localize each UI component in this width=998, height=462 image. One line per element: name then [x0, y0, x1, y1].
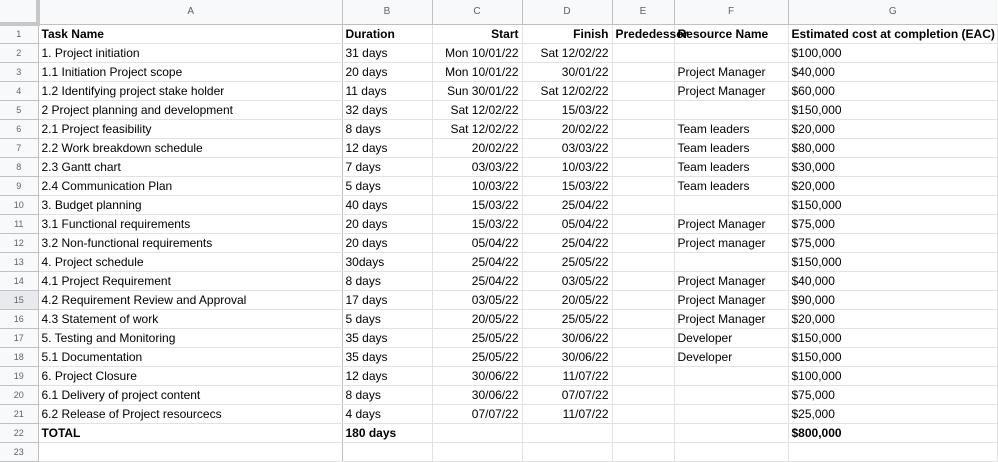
table-row: [0, 176, 997, 195]
row-header[interactable]: 18: [0, 347, 38, 366]
cell-task-name[interactable]: 5.1 Documentation: [38, 347, 342, 366]
cell-finish[interactable]: 20/05/22: [522, 290, 612, 309]
table-row: [0, 214, 997, 233]
cell-start[interactable]: Sun 30/01/22: [432, 81, 522, 100]
table-row: [0, 119, 997, 138]
column-header-f[interactable]: F: [674, 0, 788, 24]
cell-duration[interactable]: 5 days: [342, 309, 432, 328]
cell-predecessor[interactable]: [612, 43, 674, 62]
cell-predecessor[interactable]: [612, 252, 674, 271]
table-row: [0, 81, 997, 100]
cell-start[interactable]: 25/05/22: [432, 328, 522, 347]
cell-predecessor[interactable]: [612, 62, 674, 81]
cell-resource-name[interactable]: Team leaders: [674, 119, 788, 138]
cell-predecessor[interactable]: [612, 100, 674, 119]
cell-start[interactable]: Mon 10/01/22: [432, 43, 522, 62]
table-row: [0, 290, 997, 309]
cell-task-name[interactable]: TOTAL: [38, 423, 342, 442]
cell-duration[interactable]: 35 days: [342, 328, 432, 347]
column-header-e[interactable]: E: [612, 0, 674, 24]
cell-eac[interactable]: Estimated cost at completion (EAC): [788, 24, 997, 43]
cell-eac[interactable]: $150,000: [788, 100, 997, 119]
cell-duration[interactable]: 20 days: [342, 233, 432, 252]
cell-predecessor[interactable]: [612, 328, 674, 347]
table-row: [0, 442, 997, 461]
select-all-corner[interactable]: [0, 0, 38, 24]
row-header[interactable]: 10: [0, 195, 38, 214]
row-header[interactable]: 4: [0, 81, 38, 100]
cell-eac[interactable]: $20,000: [788, 119, 997, 138]
column-header-d[interactable]: D: [522, 0, 612, 24]
table-row: [0, 100, 997, 119]
row-header[interactable]: 21: [0, 404, 38, 423]
cell-resource-name[interactable]: Project Manager: [674, 309, 788, 328]
row-header[interactable]: 8: [0, 157, 38, 176]
cell-resource-name[interactable]: [674, 442, 788, 461]
cell-duration[interactable]: [342, 442, 432, 461]
cell-duration[interactable]: 30days: [342, 252, 432, 271]
cell-start[interactable]: 10/03/22: [432, 176, 522, 195]
cell-task-name[interactable]: 2.3 Gantt chart: [38, 157, 342, 176]
cell-task-name[interactable]: 6. Project Closure: [38, 366, 342, 385]
cell-task-name[interactable]: 4.3 Statement of work: [38, 309, 342, 328]
cell-duration[interactable]: 32 days: [342, 100, 432, 119]
cell-predecessor[interactable]: [612, 176, 674, 195]
cell-resource-name[interactable]: Project Manager: [674, 214, 788, 233]
table-row: [0, 43, 997, 62]
cell-finish[interactable]: 15/03/22: [522, 100, 612, 119]
cell-eac[interactable]: $60,000: [788, 81, 997, 100]
table-row: [0, 404, 997, 423]
cell-task-name[interactable]: 2.1 Project feasibility: [38, 119, 342, 138]
cell-finish[interactable]: Sat 12/02/22: [522, 81, 612, 100]
column-header-g[interactable]: G: [788, 0, 997, 24]
cell-finish[interactable]: 25/05/22: [522, 309, 612, 328]
cell-duration[interactable]: 7 days: [342, 157, 432, 176]
cell-start[interactable]: 15/03/22: [432, 195, 522, 214]
cell-resource-name[interactable]: Team leaders: [674, 138, 788, 157]
row-header[interactable]: 7: [0, 138, 38, 157]
cell-finish[interactable]: 25/04/22: [522, 195, 612, 214]
cell-predecessor[interactable]: [612, 385, 674, 404]
cell-finish[interactable]: 11/07/22: [522, 404, 612, 423]
cell-finish[interactable]: 30/06/22: [522, 347, 612, 366]
row-header[interactable]: 15: [0, 290, 38, 309]
cell-predecessor[interactable]: Prededessor: [612, 24, 674, 43]
cell-resource-name[interactable]: Project Manager: [674, 290, 788, 309]
table-row: [0, 138, 997, 157]
cell-resource-name[interactable]: [674, 252, 788, 271]
cell-duration[interactable]: 40 days: [342, 195, 432, 214]
cell-eac[interactable]: $75,000: [788, 233, 997, 252]
row-header[interactable]: 11: [0, 214, 38, 233]
cell-predecessor[interactable]: [612, 195, 674, 214]
cell-resource-name[interactable]: Resource Name: [674, 24, 788, 43]
cell-start[interactable]: 15/03/22: [432, 214, 522, 233]
cell-predecessor[interactable]: [612, 233, 674, 252]
cell-task-name[interactable]: 2 Project planning and development: [38, 100, 342, 119]
cell-start[interactable]: 07/07/22: [432, 404, 522, 423]
table-row: [0, 366, 997, 385]
cell-finish[interactable]: [522, 442, 612, 461]
table-row: [0, 195, 997, 214]
cell-resource-name[interactable]: Developer: [674, 328, 788, 347]
cell-predecessor[interactable]: [612, 214, 674, 233]
cell-eac[interactable]: $40,000: [788, 62, 997, 81]
cell-task-name[interactable]: 1. Project initiation: [38, 43, 342, 62]
cell-finish[interactable]: 20/02/22: [522, 119, 612, 138]
cell-eac[interactable]: $20,000: [788, 176, 997, 195]
cell-resource-name[interactable]: [674, 195, 788, 214]
cell-finish[interactable]: 15/03/22: [522, 176, 612, 195]
cell-start[interactable]: 03/05/22: [432, 290, 522, 309]
cell-duration[interactable]: 20 days: [342, 62, 432, 81]
cell-predecessor[interactable]: [612, 347, 674, 366]
cell-eac[interactable]: $800,000: [788, 423, 997, 442]
cell-task-name[interactable]: 2.4 Communication Plan: [38, 176, 342, 195]
cell-task-name[interactable]: 3.1 Functional requirements: [38, 214, 342, 233]
cell-eac[interactable]: $100,000: [788, 43, 997, 62]
cell-task-name[interactable]: 4.1 Project Requirement: [38, 271, 342, 290]
cell-start[interactable]: 25/04/22: [432, 252, 522, 271]
cell-resource-name[interactable]: [674, 385, 788, 404]
cell-finish[interactable]: 30/01/22: [522, 62, 612, 81]
cell-task-name[interactable]: 1.2 Identifying project stake holder: [38, 81, 342, 100]
cell-eac[interactable]: $150,000: [788, 252, 997, 271]
row-header[interactable]: 20: [0, 385, 38, 404]
cell-duration[interactable]: 8 days: [342, 385, 432, 404]
cell-start[interactable]: 20/05/22: [432, 309, 522, 328]
cell-resource-name[interactable]: [674, 423, 788, 442]
cell-eac[interactable]: $75,000: [788, 214, 997, 233]
row-header[interactable]: 17: [0, 328, 38, 347]
cell-predecessor[interactable]: [612, 119, 674, 138]
cell-resource-name[interactable]: Team leaders: [674, 176, 788, 195]
cell-resource-name[interactable]: Project Manager: [674, 62, 788, 81]
cell-duration[interactable]: 20 days: [342, 214, 432, 233]
cell-task-name[interactable]: Task Name: [38, 24, 342, 43]
cell-finish[interactable]: 03/03/22: [522, 138, 612, 157]
cell-duration[interactable]: 8 days: [342, 271, 432, 290]
column-header-c[interactable]: C: [432, 0, 522, 24]
cell-predecessor[interactable]: [612, 423, 674, 442]
cell-start[interactable]: [432, 423, 522, 442]
cell-duration[interactable]: 35 days: [342, 347, 432, 366]
table-row: [0, 309, 997, 328]
row-header[interactable]: 9: [0, 176, 38, 195]
cell-resource-name[interactable]: Project manager: [674, 233, 788, 252]
cell-eac[interactable]: $75,000: [788, 385, 997, 404]
cell-task-name[interactable]: 3. Budget planning: [38, 195, 342, 214]
table-row: [0, 157, 997, 176]
cell-resource-name[interactable]: Project Manager: [674, 271, 788, 290]
cell-duration[interactable]: 180 days: [342, 423, 432, 442]
cell-eac[interactable]: [788, 442, 997, 461]
cell-eac[interactable]: $40,000: [788, 271, 997, 290]
cell-resource-name[interactable]: [674, 100, 788, 119]
cell-duration[interactable]: 12 days: [342, 138, 432, 157]
cell-resource-name[interactable]: Developer: [674, 347, 788, 366]
row-header[interactable]: 5: [0, 100, 38, 119]
cell-task-name[interactable]: [38, 442, 342, 461]
cell-eac[interactable]: $20,000: [788, 309, 997, 328]
cell-finish[interactable]: 11/07/22: [522, 366, 612, 385]
cell-task-name[interactable]: 2.2 Work breakdown schedule: [38, 138, 342, 157]
cell-finish[interactable]: 05/04/22: [522, 214, 612, 233]
cell-task-name[interactable]: 3.2 Non-functional requirements: [38, 233, 342, 252]
table-row: [0, 62, 997, 81]
cell-duration[interactable]: Duration: [342, 24, 432, 43]
cell-start[interactable]: 30/06/22: [432, 366, 522, 385]
cell-finish[interactable]: Finish: [522, 24, 612, 43]
table-row: [0, 252, 997, 271]
cell-eac[interactable]: $30,000: [788, 157, 997, 176]
cell-duration[interactable]: 8 days: [342, 119, 432, 138]
cell-predecessor[interactable]: [612, 404, 674, 423]
row-header[interactable]: 14: [0, 271, 38, 290]
table-row: [0, 347, 997, 366]
cell-predecessor[interactable]: [612, 81, 674, 100]
table-row: [0, 24, 997, 43]
table-row: [0, 385, 997, 404]
cell-finish[interactable]: 07/07/22: [522, 385, 612, 404]
cell-predecessor[interactable]: [612, 366, 674, 385]
cell-start[interactable]: 30/06/22: [432, 385, 522, 404]
cell-task-name[interactable]: 4.2 Requirement Review and Approval: [38, 290, 342, 309]
cell-eac[interactable]: $150,000: [788, 328, 997, 347]
row-header[interactable]: 6: [0, 119, 38, 138]
cell-eac[interactable]: $80,000: [788, 138, 997, 157]
cell-finish[interactable]: [522, 423, 612, 442]
cell-task-name[interactable]: 1.1 Initiation Project scope: [38, 62, 342, 81]
cell-duration[interactable]: 4 days: [342, 404, 432, 423]
table-row: [0, 328, 997, 347]
cell-finish[interactable]: 30/06/22: [522, 328, 612, 347]
cell-start[interactable]: 25/04/22: [432, 271, 522, 290]
cell-start[interactable]: 20/02/22: [432, 138, 522, 157]
cell-finish[interactable]: Sat 12/02/22: [522, 43, 612, 62]
cell-resource-name[interactable]: [674, 366, 788, 385]
cell-predecessor[interactable]: [612, 138, 674, 157]
table-row: [0, 423, 997, 442]
row-header[interactable]: 1: [0, 24, 38, 43]
cell-start[interactable]: Start: [432, 24, 522, 43]
cell-finish[interactable]: 25/05/22: [522, 252, 612, 271]
cell-predecessor[interactable]: [612, 271, 674, 290]
row-header[interactable]: 3: [0, 62, 38, 81]
cell-predecessor[interactable]: [612, 442, 674, 461]
cell-finish[interactable]: 10/03/22: [522, 157, 612, 176]
cell-task-name[interactable]: 6.2 Release of Project resourcecs: [38, 404, 342, 423]
cell-eac[interactable]: $25,000: [788, 404, 997, 423]
row-header[interactable]: 22: [0, 423, 38, 442]
grid-body: [0, 24, 997, 461]
row-header[interactable]: 13: [0, 252, 38, 271]
row-header[interactable]: 23: [0, 442, 38, 461]
row-header[interactable]: 12: [0, 233, 38, 252]
table-row: [0, 271, 997, 290]
table-row: [0, 233, 997, 252]
cell-eac[interactable]: $100,000: [788, 366, 997, 385]
cell-duration[interactable]: 11 days: [342, 81, 432, 100]
cell-resource-name[interactable]: Project Manager: [674, 81, 788, 100]
cell-task-name[interactable]: 4. Project schedule: [38, 252, 342, 271]
row-header[interactable]: 16: [0, 309, 38, 328]
cell-duration[interactable]: 12 days: [342, 366, 432, 385]
cell-resource-name[interactable]: Team leaders: [674, 157, 788, 176]
cell-predecessor[interactable]: [612, 157, 674, 176]
column-header-row: [0, 0, 997, 24]
cell-start[interactable]: Mon 10/01/22: [432, 62, 522, 81]
row-header[interactable]: 2: [0, 43, 38, 62]
cell-duration[interactable]: 17 days: [342, 290, 432, 309]
cell-start[interactable]: 03/03/22: [432, 157, 522, 176]
cell-eac[interactable]: $90,000: [788, 290, 997, 309]
cell-predecessor[interactable]: [612, 309, 674, 328]
cell-start[interactable]: 25/05/22: [432, 347, 522, 366]
cell-start[interactable]: Sat 12/02/22: [432, 100, 522, 119]
cell-duration[interactable]: 31 days: [342, 43, 432, 62]
cell-eac[interactable]: $150,000: [788, 347, 997, 366]
cell-resource-name[interactable]: [674, 404, 788, 423]
column-header-a[interactable]: A: [38, 0, 342, 24]
row-header[interactable]: 19: [0, 366, 38, 385]
cell-start[interactable]: Sat 12/02/22: [432, 119, 522, 138]
cell-finish[interactable]: 25/04/22: [522, 233, 612, 252]
cell-start[interactable]: 05/04/22: [432, 233, 522, 252]
cell-predecessor[interactable]: [612, 290, 674, 309]
cell-task-name[interactable]: 5. Testing and Monitoring: [38, 328, 342, 347]
cell-start[interactable]: [432, 442, 522, 461]
cell-task-name[interactable]: 6.1 Delivery of project content: [38, 385, 342, 404]
cell-finish[interactable]: 03/05/22: [522, 271, 612, 290]
cell-resource-name[interactable]: [674, 43, 788, 62]
cell-eac[interactable]: $150,000: [788, 195, 997, 214]
column-header-b[interactable]: B: [342, 0, 432, 24]
cell-duration[interactable]: 5 days: [342, 176, 432, 195]
